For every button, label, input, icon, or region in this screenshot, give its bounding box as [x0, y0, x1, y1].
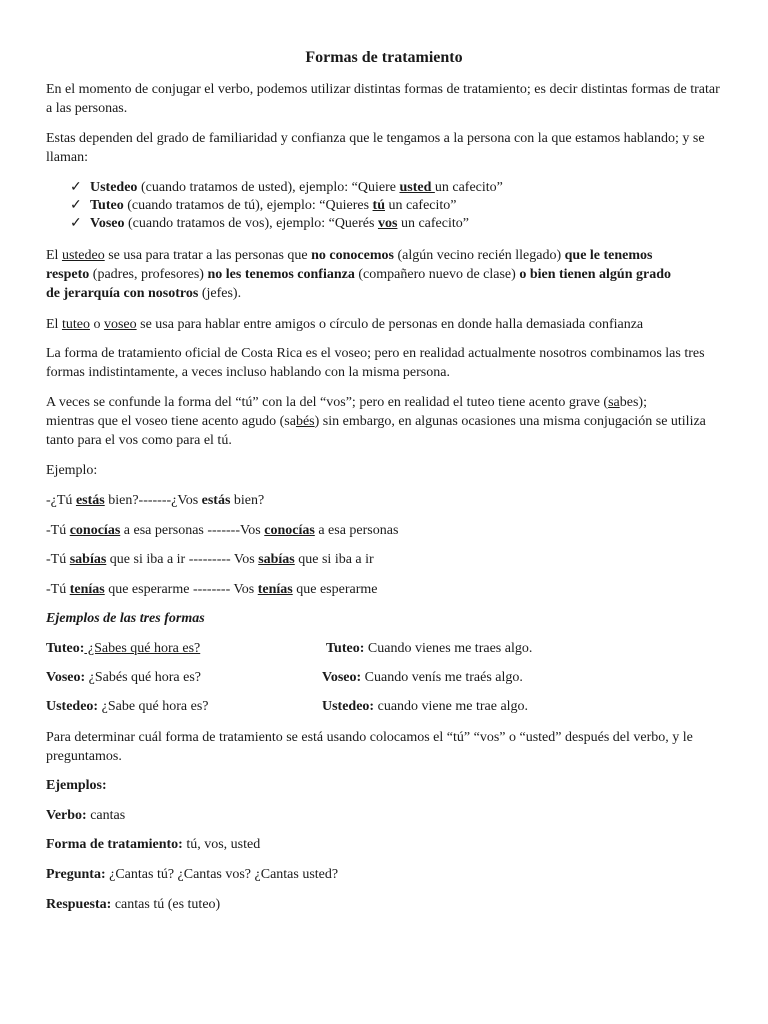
forms-row-ustedeo-left: Ustedeo: ¿Sabe qué hora es?	[46, 699, 209, 714]
checkmark-icon: ✓	[70, 198, 82, 213]
term-label: Tuteo	[90, 198, 124, 213]
final-forma: Forma de tratamiento: tú, vos, usted	[46, 837, 261, 852]
final-verbo: Verbo: cantas	[46, 808, 126, 823]
forms-row-ustedeo-right: Ustedeo: cuando viene me trae algo.	[322, 699, 529, 714]
paragraph-determinar: Para determinar cuál forma de tratamiento se está usando colocamos el “tú” “vos” o “usted” después del verbo, y le preguntamos.	[46, 730, 693, 764]
ejemplo-label: Ejemplo:	[46, 463, 98, 478]
forms-row-tuteo-left: Tuteo: ¿Sabes qué hora es?	[46, 641, 201, 656]
paragraph-intro: En el momento de conjugar el verbo, podemos utilizar distintas formas de tratamiento; es decir distintas formas de tratar a las personas.	[46, 82, 720, 116]
example-line: -¿Tú estás bien?-------¿Vos estás bien?	[46, 493, 265, 508]
term-label: Ustedeo	[90, 180, 138, 195]
final-respuesta: Respuesta: cantas tú (es tuteo)	[46, 897, 221, 912]
forms-row-tuteo-right: Tuteo: Cuando vienes me traes algo.	[326, 641, 533, 656]
paragraph-costa-rica: La forma de tratamiento oficial de Costa Rica es el voseo; pero en realidad actualmente nosotros combinamos las tres formas indistintamente, a veces incluso hablando con la misma persona.	[46, 346, 705, 380]
paragraph-ustedeo-usage: El ustedeo se usa para tratar a las personas que no conocemos (algún vecino recién llegado) que le tenemos respeto (padres, profesores) no les tenemos confianza (compañero nuevo de clase) o bien tienen algún grado de jerarquía con nosotros (jefes).	[46, 248, 672, 301]
tres-formas-heading: Ejemplos de las tres formas	[46, 611, 205, 626]
term-label: Voseo	[90, 216, 125, 231]
final-pregunta: Pregunta: ¿Cantas tú? ¿Cantas vos? ¿Cantas usted?	[46, 867, 339, 882]
list-item-ustedeo: ✓ Ustedeo (cuando tratamos de usted), ejemplo: “Quiere usted un cafecito”	[70, 180, 503, 195]
list-item-tuteo: ✓ Tuteo (cuando tratamos de tú), ejemplo: “Quieres tú un cafecito”	[70, 198, 457, 213]
forms-row-voseo-right: Voseo: Cuando venís me traés algo.	[322, 670, 523, 685]
page-title: Formas de tratamiento	[305, 49, 463, 66]
checkmark-icon: ✓	[70, 180, 82, 195]
ejemplos-label: Ejemplos:	[46, 778, 107, 793]
paragraph-dependen: Estas dependen del grado de familiaridad y confianza que le tengamos a la persona con la que estamos hablando; y se llaman:	[46, 131, 705, 165]
checkmark-icon: ✓	[70, 216, 82, 231]
forms-row-voseo-left: Voseo: ¿Sabés qué hora es?	[46, 670, 201, 685]
paragraph-acento: A veces se confunde la forma del “tú” con la del “vos”; pero en realidad el tuteo tiene acento grave (sabes); mientras que el voseo tiene acento agudo (sabés) sin embargo, en algunas ocasiones una misma conjugación se utiliza tanto para el vos como para el tú.	[46, 395, 706, 448]
example-line: -Tú conocías a esa personas -------Vos conocías a esa personas	[46, 523, 399, 538]
paragraph-tuteo-voseo: El tuteo o voseo se usa para hablar entre amigos o círculo de personas en donde halla demasiada confianza	[46, 317, 644, 332]
example-line: -Tú sabías que si iba a ir --------- Vos sabías que si iba a ir	[46, 552, 374, 567]
list-item-voseo: ✓ Voseo (cuando tratamos de vos), ejemplo: “Querés vos un cafecito”	[70, 216, 469, 231]
example-line: -Tú tenías que esperarme -------- Vos tenías que esperarme	[46, 582, 378, 597]
